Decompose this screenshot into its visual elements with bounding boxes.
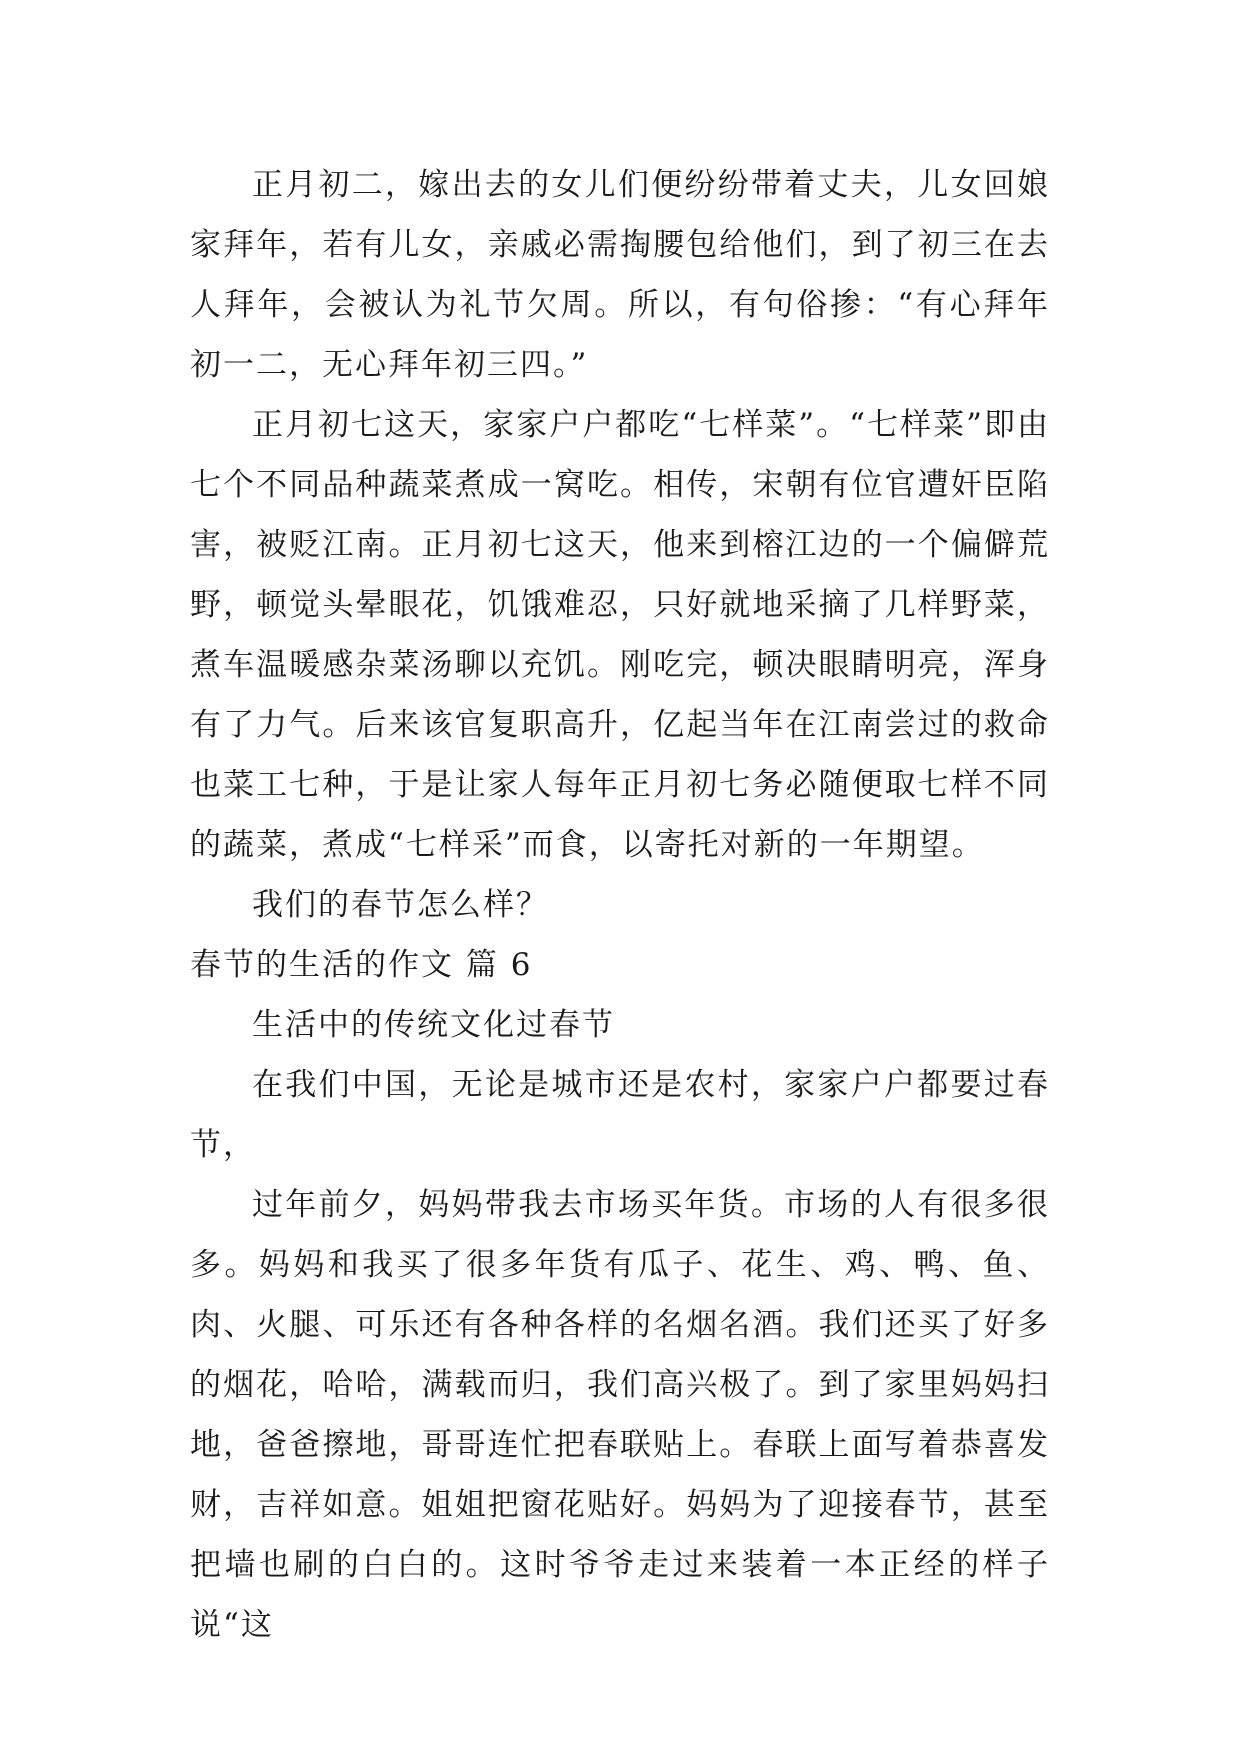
paragraph-shopping: 过年前夕，妈妈带我去市场买年货。市场的人有很多很多。妈妈和我买了很多年货有瓜子、花生、鸡、鸭、鱼、肉、火腿、可乐还有各种各样的名烟名酒。我们还买了好多的烟花，哈哈，满载而归，我们高兴极了。到了家里妈妈扫地，爸爸擦地，哥哥连忙把春联贴上。春联上面写着恭喜发财，吉祥如意。姐姐把窗花贴好。妈妈为了迎接春节，甚至把墙也刷的白白的。这时爷爷走过来装着一本正经的样子说“这 — [190, 1187, 1050, 1643]
section-heading: 春节的生活的作文 篇 6 — [190, 947, 533, 983]
paragraph-second-day: 正月初二，嫁出去的女儿们便纷纷带着丈夫，儿女回娘家拜年，若有儿女，亲戚必需掏腰包给他们，到了初三在去人拜年，会被认为礼节欠周。所以，有句俗掺：“有心拜年初一二，无心拜年初三四。” — [190, 167, 1050, 383]
paragraph-subtitle: 生活中的传统文化过春节 — [252, 1007, 615, 1043]
paragraph-seventh-day: 正月初七这天，家家户户都吃“七样菜”。“七样菜”即由七个不同品种蔬菜煮成一窝吃。相传，宋朝有位官遭奸臣陷害，被贬江南。正月初七这天，他来到榕江边的一个偏僻荒野，顿觉头晕眼花，饥饿难忍，只好就地采摘了几样野菜，煮车温暖感杂菜汤聊以充饥。刚吃完，顿决眼睛明亮，浑身有了力气。后来该官复职高升，亿起当年在江南尝过的救命也菜工七种，于是让家人每年正月初七务必随便取七样不同的蔬菜，煮成“七样采”而食，以寄托对新的一年期望。 — [190, 407, 1050, 863]
document-page — [190, 155, 1050, 1655]
paragraph-question: 我们的春节怎么样？ — [252, 887, 549, 923]
paragraph-intro: 在我们中国，无论是城市还是农村，家家户户都要过春节， — [190, 1067, 1050, 1163]
